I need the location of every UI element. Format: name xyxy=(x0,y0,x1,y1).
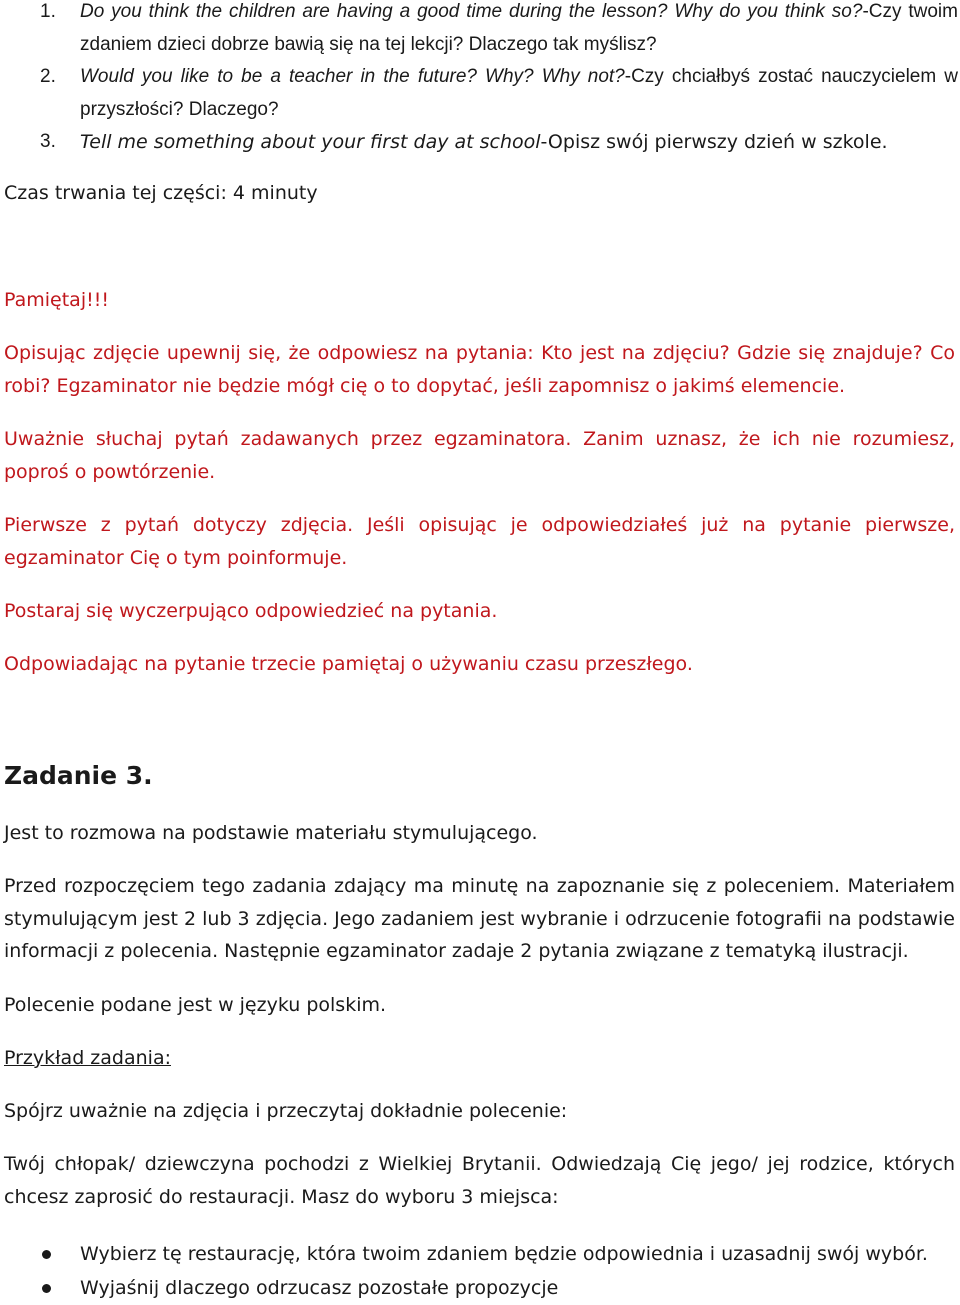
question-polish: -Czy twoim zdaniem dzieci dobrze bawią się na tej lekcji? Dlaczego tak myślisz? xyxy=(80,1,958,55)
question-text xyxy=(80,61,958,126)
question-polish: -Czy chciałbyś zostać nauczycielem w przyszłości? Dlaczego? xyxy=(80,66,958,120)
tip-paragraph: Pierwsze z pytań dotyczy zdjęcia. Jeśli opisując je odpowiedziałeś już na pytanie pierwsze, egzaminator Cię o tym poinformuje. xyxy=(4,514,955,569)
description-paragraph: Przed rozpoczęciem tego zadania zdający ma minutę na zapoznanie się z poleceniem. Materiałem stymulującym jest 2 lub 3 zdjęcia. Jego zadaniem jest wybranie i odrzucenie fotografii na podstawie informacji z polecenia. Następnie egzaminator zadaje 2 pytania związane z tematyką ilustracji. xyxy=(4,875,955,962)
bullet-dot-icon xyxy=(42,1284,51,1293)
question-text xyxy=(80,0,958,61)
question-english: Tell me something about your first day at school xyxy=(80,131,541,153)
list-item xyxy=(0,0,958,61)
bullet-dot-icon xyxy=(42,1250,51,1259)
tip-paragraph: Uważnie słuchaj pytań zadawanych przez egzaminatora. Zanim uznasz, że ich nie rozumiesz, poproś o powtórzenie. xyxy=(4,428,955,483)
tip-paragraph: Opisując zdjęcie upewnij się, że odpowiesz na pytania: Kto jest na zdjęciu? Gdzie się znajduje? Co robi? Egzaminator nie będzie mógł cię o to dopytać, jeśli zapomnisz o jakimś elemencie. xyxy=(4,342,955,397)
example-label: Przykład zadania: xyxy=(4,1047,171,1069)
instruction-paragraph: Spójrz uważnie na zdjęcia i przeczytaj dokładnie polecenie: xyxy=(4,1100,568,1122)
list-number: 1. xyxy=(40,1,56,22)
tip-paragraph: Odpowiadając na pytanie trzecie pamiętaj o używaniu czasu przeszłego. xyxy=(4,653,693,675)
bullet-list xyxy=(0,1237,960,1305)
question-english: Do you think the children are having a good time during the lesson? Why do you think so? xyxy=(80,1,863,22)
list-item xyxy=(0,126,958,159)
language-note: Polecenie podane jest w języku polskim. xyxy=(4,994,387,1016)
section-heading: Zadanie 3. xyxy=(4,761,153,790)
remember-title: Pamiętaj!!! xyxy=(4,289,109,311)
duration-text: Czas trwania tej części: 4 minuty xyxy=(4,182,318,204)
question-text xyxy=(80,126,958,159)
questions-list xyxy=(0,0,958,159)
list-number: 3. xyxy=(40,131,56,152)
question-polish: -Opisz swój pierwszy dzień w szkole. xyxy=(540,131,888,153)
tip-paragraph: Postaraj się wyczerpująco odpowiedzieć na pytania. xyxy=(4,600,498,622)
list-item xyxy=(0,61,958,126)
question-english: Would you like to be a teacher in the future? Why? Why not? xyxy=(80,66,625,87)
bullet-text: Wybierz tę restaurację, która twoim zdaniem będzie odpowiednia i uzasadnij swój wybór. xyxy=(80,1243,928,1265)
bullet-item xyxy=(0,1271,960,1305)
intro-paragraph: Jest to rozmowa na podstawie materiału stymulującego. xyxy=(4,822,538,844)
bullet-item xyxy=(0,1237,960,1271)
list-number: 2. xyxy=(40,66,56,87)
bullet-text: Wyjaśnij dlaczego odrzucasz pozostałe propozycje xyxy=(80,1277,559,1299)
scenario-paragraph: Twój chłopak/ dziewczyna pochodzi z Wielkiej Brytanii. Odwiedzają Cię jego/ jej rodzice, których chcesz zaprosić do restauracji. Masz do wyboru 3 miejsca: xyxy=(4,1153,955,1208)
